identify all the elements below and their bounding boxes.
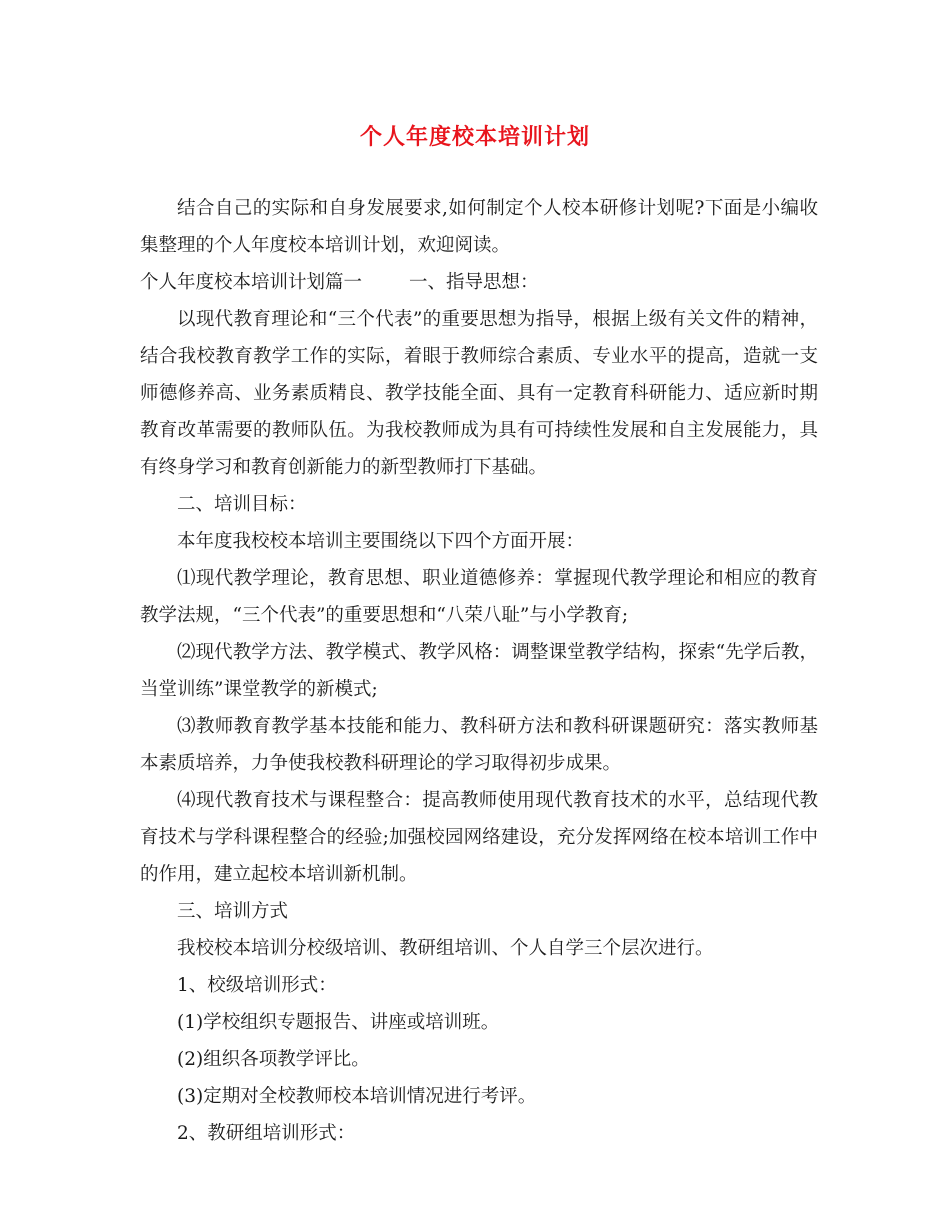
goal-item-3: ⑶教师教育教学基本技能和能力、教科研方法和教科研课题研究：落实教师基本素质培养，力争使我校教科研理论的学习取得初步成果。	[140, 716, 818, 774]
section3-intro: 我校校本培训分校级培训、教研组培训、个人自学三个层次进行。	[177, 938, 714, 959]
school-level-item-2: (2)组织各项教学评比。	[177, 1049, 370, 1070]
group-level-heading: 2、教研组培训形式：	[177, 1123, 356, 1144]
school-level-item-1: (1)学校组织专题报告、讲座或培训班。	[177, 1012, 500, 1033]
section2-intro: 本年度我校校本培训主要围绕以下四个方面开展：	[177, 531, 585, 552]
school-level-item-3: (3)定期对全校教师校本培训情况进行考评。	[177, 1086, 537, 1107]
section3-heading: 三、培训方式	[177, 901, 289, 922]
school-level-heading: 1、校级培训形式：	[177, 975, 337, 996]
goal-item-2: ⑵现代教学方法、教学模式、教学风格：调整课堂教学结构，探索“先学后教，当堂训练”课堂教学的新模式;	[140, 642, 818, 700]
section2-heading: 二、培训目标：	[177, 494, 307, 515]
guiding-thought-paragraph: 以现代教育理论和“三个代表”的重要思想为指导，根据上级有关文件的精神，结合我校教育教学工作的实际，着眼于教师综合素质、专业水平的提高，造就一支师德修养高、业务素质精良、教学技能全面、具有一定教育科研能力、适应新时期教育改革需要的教师队伍。为我校教师成为具有可持续性发展和自主发展能力，具有终身学习和教育创新能力的新型教师打下基础。	[140, 309, 818, 478]
goal-item-4: ⑷现代教育技术与课程整合：提高教师使用现代教育技术的水平，总结现代教育技术与学科课程整合的经验;加强校园网络建设，充分发挥网络在校本培训工作中的作用，建立起校本培训新机制。	[140, 790, 818, 885]
goal-item-1: ⑴现代教学理论，教育思想、职业道德修养：掌握现代教学理论和相应的教育教学法规，“三个代表”的重要思想和“八荣八耻”与小学教育;	[140, 568, 818, 626]
part1-heading: 个人年度校本培训计划篇一 一、指导思想：	[140, 272, 539, 293]
intro-paragraph: 结合自己的实际和自身发展要求,如何制定个人校本研修计划呢?下面是小编收集整理的个人年度校本培训计划，欢迎阅读。	[140, 198, 818, 256]
document-title: 个人年度校本培训计划	[359, 124, 590, 150]
document-body	[140, 190, 818, 1152]
